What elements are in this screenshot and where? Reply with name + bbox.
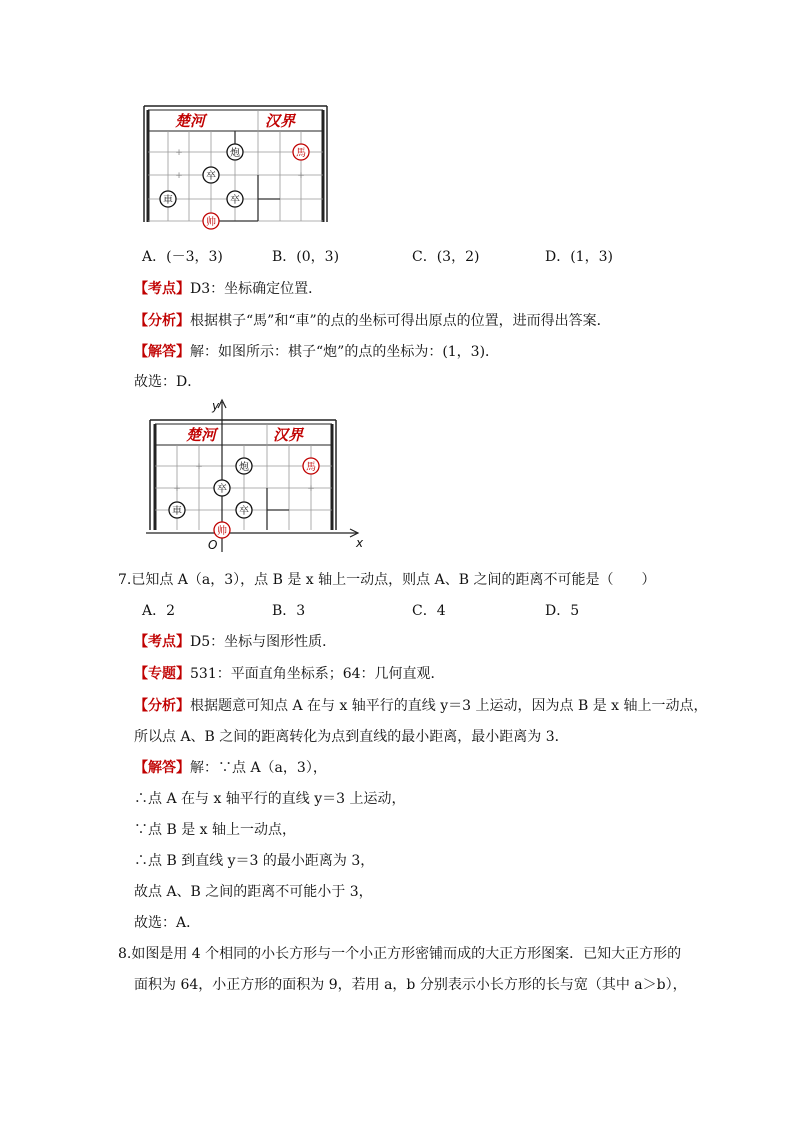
q7-step-3: ∴点 B 到直线 y＝3 的最小距离为 3， <box>134 853 375 869</box>
q6-option-a: A．(－3，3) <box>142 249 223 265</box>
svg-text:車: 車 <box>172 506 182 517</box>
q7-answer: 故选：A． <box>134 915 201 931</box>
piece-ju <box>160 191 176 207</box>
q7-jieda: 【解答】解：∵点 A（a，3）， <box>134 760 327 776</box>
piece-pao <box>227 144 243 160</box>
q8-stem-line-2: 面积为 64，小正方形的面积为 9，若用 a，b 分别表示小长方形的长与宽（其中 a＞b）， <box>134 977 687 993</box>
y-axis-label: y <box>212 399 220 413</box>
svg-text:卒: 卒 <box>217 484 227 495</box>
q7-option-c: C．4 <box>412 603 446 619</box>
q6-option-d: D．(1，3) <box>545 249 613 265</box>
piece-shuai <box>203 213 219 229</box>
q7-fenxi-cont: 所以点 A、B 之间的距离转化为点到直线的最小距离，最小距离为 3． <box>134 729 569 745</box>
q6-kaodian: 【考点】D3：坐标确定位置． <box>134 281 323 297</box>
piece-ma <box>293 144 309 160</box>
svg-text:+: + <box>195 462 203 472</box>
piece-pao-2 <box>236 458 252 474</box>
q7-stem: 7.已知点 A（a，3），点 B 是 x 轴上一动点，则点 A、B 之间的距离不可能是（ ） <box>118 572 656 588</box>
chess-board-figure-1 <box>142 104 332 230</box>
q8-stem-line-1: 8.如图是用 4 个相同的小长方形与一个小正方形密铺而成的大正方形图案．已知大正方形的 <box>118 946 682 962</box>
svg-text:帅: 帅 <box>206 217 216 228</box>
q7-step-4: 故点 A、B 之间的距离不可能小于 3， <box>134 884 373 900</box>
q6-option-b: B．(0，3) <box>272 249 340 265</box>
q7-option-b: B．3 <box>272 603 306 619</box>
river-label-left: 楚河 <box>174 112 206 130</box>
svg-text:+: + <box>175 148 183 158</box>
svg-text:+: + <box>297 171 305 181</box>
q7-fenxi: 【分析】根据题意可知点 A 在与 x 轴平行的直线 y＝3 上运动，因为点 B 是 x 轴上一动点， <box>134 698 708 714</box>
piece-ma-2 <box>303 458 319 474</box>
svg-text:馬: 馬 <box>296 148 306 159</box>
q6-option-c: C．(3，2) <box>412 249 480 265</box>
svg-text:車: 車 <box>163 195 173 206</box>
origin-label: O <box>208 538 218 552</box>
svg-text:+: + <box>307 484 315 494</box>
svg-text:炮: 炮 <box>230 148 240 159</box>
x-axis-label: x <box>356 536 364 550</box>
piece-zu-2 <box>227 191 243 207</box>
q7-option-a: A．2 <box>142 603 176 619</box>
svg-text:+: + <box>173 484 181 494</box>
q7-zhuanti: 【专题】531：平面直角坐标系；64：几何直观． <box>134 666 445 682</box>
river-label-left-2: 楚河 <box>185 426 217 444</box>
q6-fenxi: 【分析】根据棋子“馬”和“車”的点的坐标可得出原点的位置，进而得出答案． <box>134 313 611 329</box>
q7-kaodian: 【考点】D5：坐标与图形性质． <box>134 634 337 650</box>
q7-step-1: ∴点 A 在与 x 轴平行的直线 y＝3 上运动， <box>134 791 406 807</box>
river-label-right: 汉界 <box>264 112 296 130</box>
svg-text:+: + <box>175 171 183 181</box>
svg-text:炮: 炮 <box>239 462 249 473</box>
svg-text:馬: 馬 <box>306 462 316 473</box>
piece-zu-1 <box>203 167 219 183</box>
q6-answer: 故选：D． <box>134 374 202 390</box>
svg-text:卒: 卒 <box>230 195 240 206</box>
piece-ju-2 <box>169 502 185 518</box>
svg-text:卒: 卒 <box>206 171 216 182</box>
q6-jieda: 【解答】解：如图所示：棋子“炮”的点的坐标为：(1，3)． <box>134 344 500 360</box>
svg-text:卒: 卒 <box>239 506 249 517</box>
q7-option-d: D．5 <box>545 603 580 619</box>
river-label-right-2: 汉界 <box>272 426 304 444</box>
svg-text:帅: 帅 <box>217 526 227 537</box>
piece-zu-4 <box>236 502 252 518</box>
q7-step-2: ∵点 B 是 x 轴上一动点， <box>134 822 296 838</box>
piece-zu-3 <box>214 480 230 496</box>
piece-shuai-2 <box>214 522 230 538</box>
chess-board-figure-2 <box>146 396 368 554</box>
